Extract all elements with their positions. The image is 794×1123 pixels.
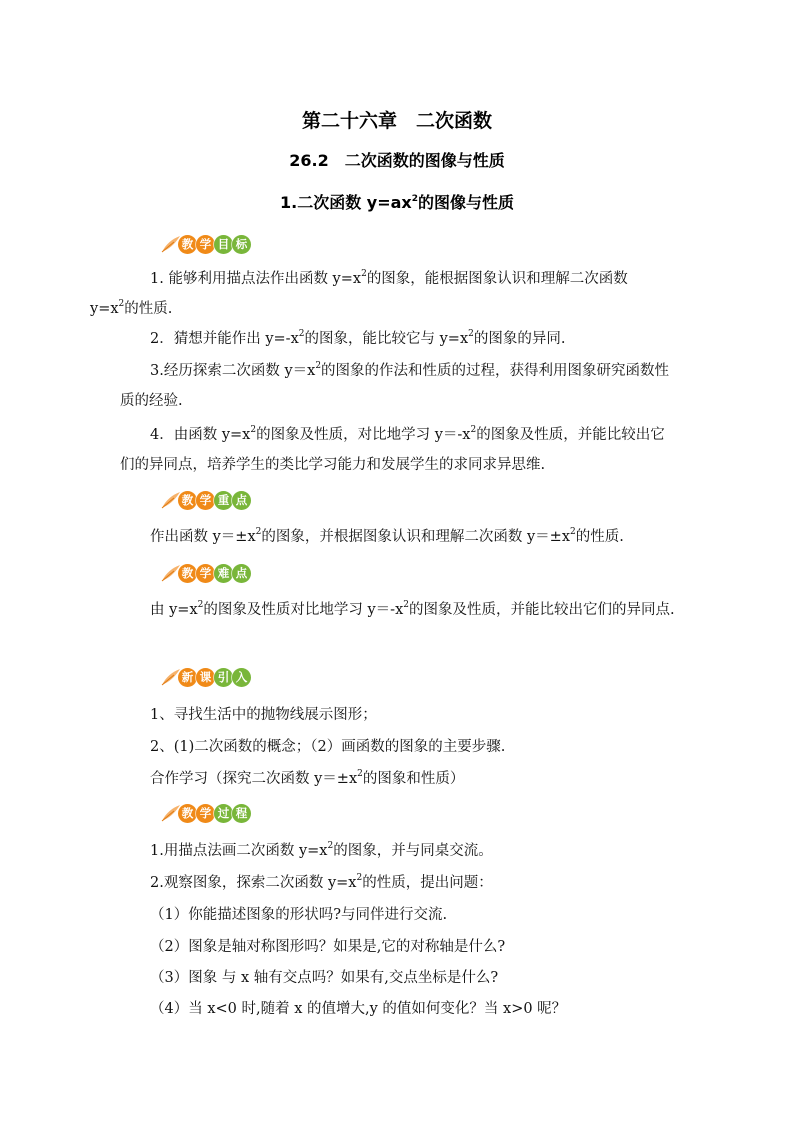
tag-char: 学	[196, 804, 215, 823]
tag-char: 点	[232, 491, 251, 510]
topic-title: 1.二次函数 $y=ax^2$的图像与性质	[279, 193, 515, 212]
chapter-title: 第二十六章 二次函数	[301, 110, 492, 132]
intro-line-3: 合作学习（探究二次函数 $y=\pm x^2$的图象和性质）	[150, 769, 465, 787]
intro-line-1: 1、寻找生活中的抛物线展示图形；	[150, 707, 377, 723]
tag-char: 教	[178, 564, 197, 583]
section-tag-goals	[160, 234, 250, 254]
question-1: （1）你能描述图象的形状吗?与同伴进行交流.	[150, 907, 448, 923]
question-3: （3）图象 与 x 轴有交点吗？如果有,交点坐标是什么?	[150, 970, 499, 986]
goal-3: 3.经历探索二次函数 $y=x^2$的图象的作法和性质的过程，获得利用图象研究函数性质的经验.	[120, 361, 670, 409]
difficult-point-text: 由 $y=x^2$的图象及性质对比地学习 $y=-x^2$的图象及性质，并能比较出它们的异同点.	[150, 600, 675, 618]
tag-char: 新	[178, 668, 197, 687]
goal-4: 4．由函数 $y=x^2$的图象及性质，对比地学习 $y=-x^2$的图象及性质，并能比较出它们的异同点，培养学生的类比学习能力和发展学生的求同求异思维.	[120, 425, 665, 473]
tag-char: 重	[214, 491, 233, 510]
tag-char: 标	[232, 235, 251, 254]
key-point-text: 作出函数 $y=\pm x^2$的图象，并根据图象认识和理解二次函数 $y=\pm x^2$的性质.	[150, 527, 624, 545]
tag-char: 学	[196, 491, 215, 510]
tag-char: 教	[178, 491, 197, 510]
tag-char: 目	[214, 235, 233, 254]
section-tag-process	[160, 803, 250, 823]
tag-char: 难	[214, 564, 233, 583]
process-line-2: 2.观察图象，探索二次函数 $y=x^2$的性质，提出问题：	[150, 873, 493, 891]
tag-char: 课	[196, 668, 215, 687]
tag-char: 点	[232, 564, 251, 583]
tag-char: 教	[178, 804, 197, 823]
goal-2: 2．猜想并能作出 $y=-x^2$的图象，能比较它与 $y=x^2$的图象的异同.	[150, 329, 566, 347]
tag-char: 教	[178, 235, 197, 254]
tag-char: 程	[232, 804, 251, 823]
tag-char: 学	[196, 564, 215, 583]
section-tag-difficult-point	[160, 563, 250, 583]
question-4: （4）当 x<0 时,随着 x 的值增大,y 的值如何变化？当 x>0 呢？	[150, 1001, 567, 1017]
section-tag-key-point	[160, 490, 250, 510]
tag-char: 过	[214, 804, 233, 823]
intro-line-2: 2、(1)二次函数的概念；（2）画函数的图象的主要步骤.	[150, 739, 506, 755]
section-tag-intro	[160, 667, 250, 687]
tag-char: 入	[232, 668, 251, 687]
tag-char: 引	[214, 668, 233, 687]
tag-char: 学	[196, 235, 215, 254]
goal-1: 1. 能够利用描点法作出函数 $y=x^2$的图象，能根据图象认识和理解二次函数 $y=x^2$的性质.	[90, 269, 628, 317]
question-2: （2）图象是轴对称图形吗？如果是,它的对称轴是什么?	[150, 939, 506, 955]
process-line-1: 1.用描点法画二次函数 $y=x^2$的图象，并与同桌交流。	[150, 841, 493, 859]
section-title: 26.2 二次函数的图像与性质	[289, 151, 505, 170]
